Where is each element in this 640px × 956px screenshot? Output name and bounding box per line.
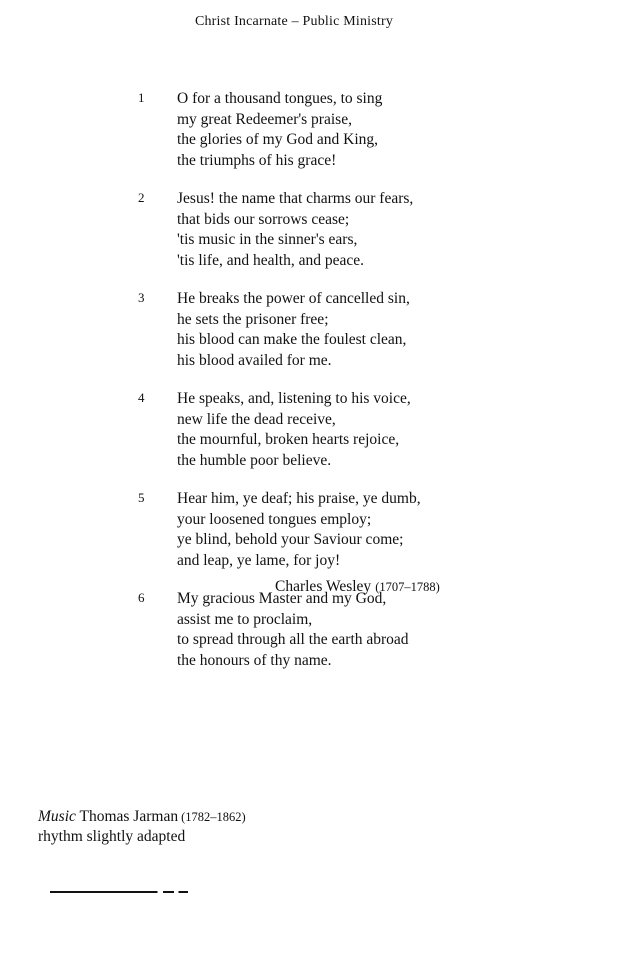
verse-line: 'tis life, and health, and peace. (177, 251, 364, 269)
stanza (138, 89, 498, 171)
verse-line: My gracious Master and my God, (177, 590, 387, 607)
verse-line: O for a thousand tongues, to sing (177, 90, 383, 107)
author-credit (275, 578, 440, 596)
verse-line: the humble poor believe. (177, 451, 332, 469)
verse-line: he sets the prisoner free; (177, 310, 329, 328)
verse-line: Jesus! the name that charms our fears, (177, 190, 414, 207)
author-dates: (1707–1788) (375, 580, 440, 594)
stanza-number: 1 (138, 90, 145, 105)
verse-line: the mournful, broken hearts rejoice, (177, 431, 400, 448)
stanza-number: 3 (138, 290, 145, 305)
verse-line: He speaks, and, listening to his voice, (177, 390, 411, 407)
stanza-number: 6 (138, 590, 145, 605)
verse-line: and leap, ye lame, for joy! (177, 551, 341, 569)
music-note: rhythm slightly adapted (38, 828, 186, 845)
verse-line: new life the dead receive, (177, 410, 336, 428)
stanza (138, 289, 498, 371)
verse-line: my great Redeemer's praise, (177, 110, 352, 128)
verse-line: He breaks the power of cancelled sin, (177, 290, 410, 307)
music-credit (38, 807, 246, 847)
stanza (138, 389, 498, 471)
stanza-lines (177, 589, 498, 671)
verse-line: your loosened tongues employ; (177, 510, 372, 528)
stanza (138, 189, 498, 271)
verse-line: ye blind, behold your Saviour come; (177, 531, 404, 548)
verse-line: his blood can make the foulest clean, (177, 331, 407, 348)
stanza-lines (177, 489, 498, 571)
music-composer-line (38, 807, 246, 827)
verse-line: the triumphs of his grace! (177, 151, 337, 169)
verse-line: Hear him, ye deaf; his praise, ye dumb, (177, 490, 421, 507)
verse-line: assist me to proclaim, (177, 610, 313, 628)
verse-line: 'tis music in the sinner's ears, (177, 231, 358, 248)
stanza-lines (177, 189, 498, 271)
stanza-number: 2 (138, 190, 145, 205)
footer-rule (50, 891, 188, 893)
stanza-number: 4 (138, 390, 145, 405)
stanza (138, 489, 498, 571)
stanza-lines (177, 89, 498, 171)
stanza-number: 5 (138, 490, 145, 505)
music-composer: Thomas Jarman (79, 808, 179, 825)
hymn-text (138, 89, 498, 689)
author-name: Charles Wesley (275, 578, 372, 595)
stanza (138, 589, 498, 671)
music-label: Music (38, 808, 76, 825)
stanza-lines (177, 389, 498, 471)
verse-line: that bids our sorrows cease; (177, 210, 350, 228)
stanza-lines (177, 289, 498, 371)
verse-line: the honours of thy name. (177, 651, 332, 669)
verse-line: to spread through all the earth abroad (177, 631, 409, 648)
verse-line: the glories of my God and King, (177, 131, 379, 148)
music-dates: (1782–1862) (181, 810, 246, 824)
running-head: Christ Incarnate – Public Ministry (194, 14, 394, 29)
verse-line: his blood availed for me. (177, 351, 332, 369)
